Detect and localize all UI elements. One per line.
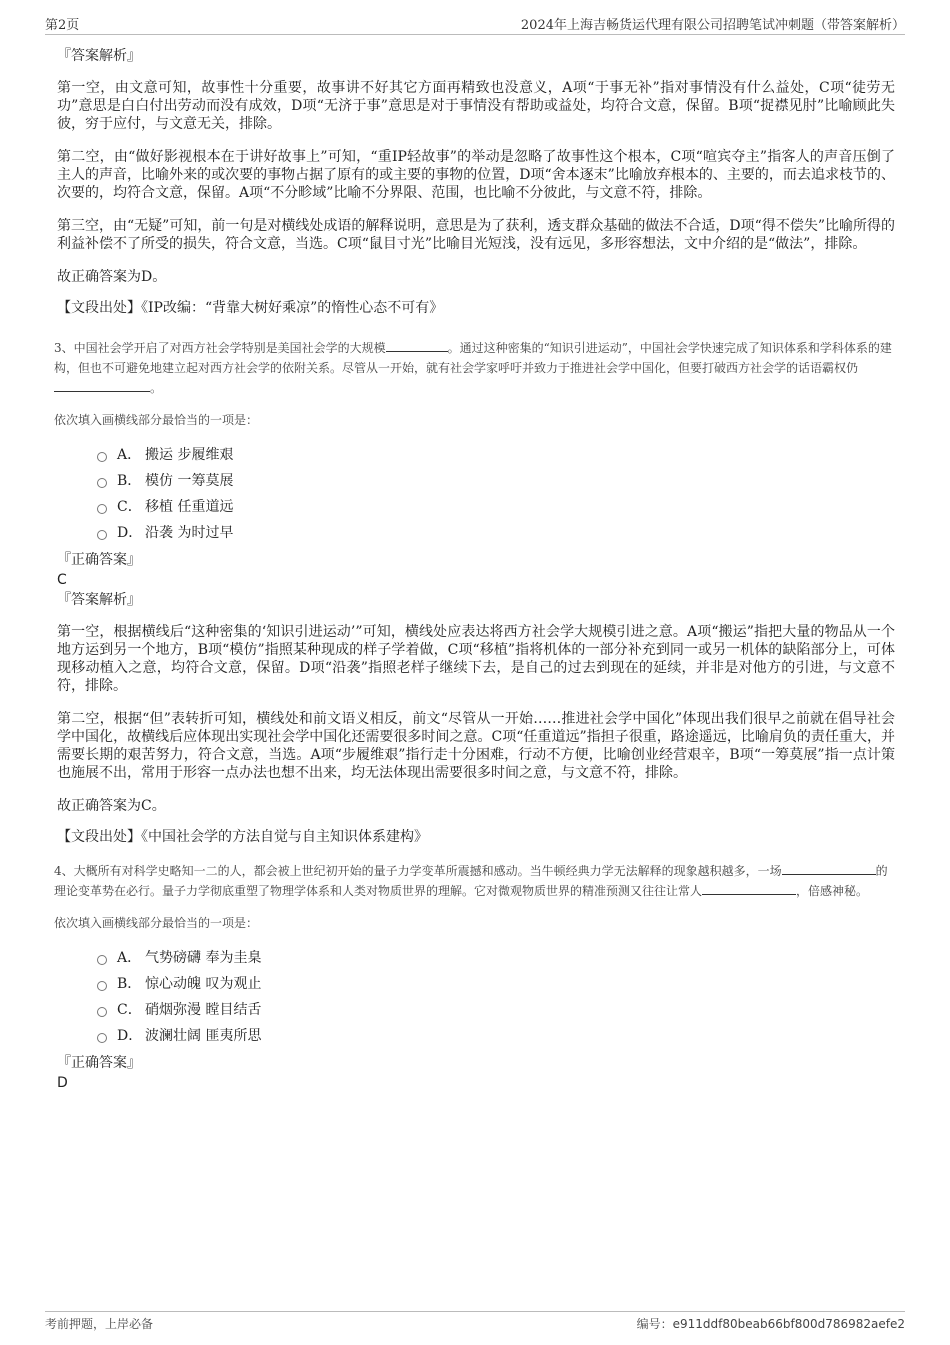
option-c[interactable]: C． 硝烟弥漫 瞠目结舌 [97, 997, 895, 1023]
radio-icon[interactable] [97, 981, 107, 991]
fill-blank [782, 862, 876, 875]
radio-icon[interactable] [97, 504, 107, 514]
page-footer [45, 1311, 905, 1331]
correct-answer-tag: 『正确答案』 [57, 1055, 141, 1071]
option-d[interactable]: D． 波澜壮阔 匪夷所思 [97, 1023, 895, 1049]
fill-blank [702, 882, 796, 895]
footer-slogan: 考前押题，上岸必备 [45, 1317, 154, 1331]
option-a[interactable]: A． 搬运 步履维艰 [97, 442, 895, 468]
radio-icon[interactable] [97, 452, 107, 462]
analysis-paragraph: 第二空，由“做好影视根本在于讲好故事上”可知，“重IP轻故事”的举动是忽略了故事性这个根本，C项“喧宾夺主”指客人的声音压倒了主人的声音，比喻外来的或次要的事物占据了原有的或主要的事物的位置，D项“舍本逐末”比喻放弃根本的、主要的，而去追求枝节的、次要的，均符合文意，保留。A项“不分畛域”比喻不分界限、范围，也比喻不分彼此，与文意不符，排除。 [57, 149, 895, 201]
source-citation: 【文段出处】《中国社会学的方法自觉与自主知识体系建构》 [57, 829, 428, 845]
option-b[interactable]: B． 模仿 一筹莫展 [97, 468, 895, 494]
question-3-stem: 3、中国社会学开启了对西方社会学特别是美国社会学的大规模 。通过这种密集的“知识引进运动”，中国社会学快速完成了知识体系和学科体系的建构，但也不可避免地建立起对西方社会学的依附关系。尽管从一开始，就有社会学家呼吁并致力于推进社会学中国化，但要打破西方社会学的话语霸权仍。 [54, 341, 892, 395]
source-citation: 【文段出处】《IP改编：“背靠大树好乘凉”的惰性心态不可有》 [57, 300, 444, 316]
analysis-tag: 『答案解析』 [57, 48, 141, 64]
answer-conclusion: 故正确答案为C。 [57, 798, 166, 814]
question-3-options [97, 442, 895, 546]
question-4-options [97, 945, 895, 1049]
analysis-tag: 『答案解析』 [57, 592, 141, 608]
document-title: 2024年上海吉畅货运代理有限公司招聘笔试冲刺题（带答案解析） [520, 18, 905, 33]
radio-icon[interactable] [97, 530, 107, 540]
radio-icon[interactable] [97, 1033, 107, 1043]
document-code: 编号：e911ddf80beab66bf800d786982aefe2 [636, 1317, 905, 1331]
analysis-paragraph: 第三空，由“无疑”可知，前一句是对横线处成语的解释说明，意思是为了获利，透支群众基础的做法不合适，D项“得不偿失”比喻所得的利益补偿不了所受的损失，符合文意，当选。C项“鼠目寸光”比喻目光短浅，没有远见，多形容想法，文中介绍的是“做法”，排除。 [57, 218, 895, 252]
answer-conclusion: 故正确答案为D。 [57, 269, 167, 285]
analysis-paragraph: 第一空，根据横线后“这种密集的‘知识引进运动’”可知，横线处应表达将西方社会学大规模引进之意。A项“搬运”指把大量的物品从一个地方运到另一个地方，B项“模仿”指照某种现成的样子学着做，C项“移植”指将机体的一部分补充到同一或另一机体的缺陷部分上，可体现移动植入之意，均符合文意，保留。D项“沿袭”指照老样子继续下去，是自己的过去到现在的延续，并非是对他方的引进，与文意不符，排除。 [57, 624, 895, 694]
question-prompt: 依次填入画横线部分最恰当的一项是： [54, 916, 259, 930]
question-4-stem: 4、大概所有对科学史略知一二的人，都会被上世纪初开始的量子力学变革所震撼和感动。当牛顿经典力学无法解释的现象越积越多，一场 的理论变革势在必行。量子力学彻底重塑了物理学体系和人类对物质世界的理解。它对微观物质世界的精准预测又往往让常人 ，倍感神秘。 [54, 864, 888, 898]
radio-icon[interactable] [97, 1007, 107, 1017]
correct-answer: D [57, 1075, 68, 1091]
radio-icon[interactable] [97, 955, 107, 965]
correct-answer-tag: 『正确答案』 [57, 552, 141, 568]
correct-answer: C [57, 572, 67, 588]
page-number: 第2页 [45, 18, 80, 33]
page-content [54, 46, 895, 1093]
analysis-paragraph: 第二空，根据“但”表转折可知，横线处和前文语义相反，前文“尽管从一开始……推进社会学中国化”体现出我们很早之前就在倡导社会学中国化，故横线后应体现出实现社会学中国化还需要很多时间之意。C项“任重道远”指担子很重，路途遥远，比喻肩负的责任重大，并需要长期的艰苦努力，符合文意，当选。A项“步履维艰”指行走十分困难，行动不方便，比喻创业经营艰辛，B项“一筹莫展”指一点计策也施展不出，常用于形容一点办法也想不出来，均无法体现出需要很多时间之意，与文意不符，排除。 [57, 711, 895, 781]
option-c[interactable]: C． 移植 任重道远 [97, 494, 895, 520]
question-prompt: 依次填入画横线部分最恰当的一项是： [54, 413, 259, 427]
page-header [45, 14, 905, 35]
fill-blank [54, 379, 150, 392]
option-b[interactable]: B． 惊心动魄 叹为观止 [97, 971, 895, 997]
radio-icon[interactable] [97, 478, 107, 488]
fill-blank [386, 339, 448, 352]
analysis-paragraph: 第一空，由文意可知，故事性十分重要，故事讲不好其它方面再精致也没意义，A项“于事无补”指对事情没有什么益处，C项“徒劳无功”意思是白白付出劳动而没有成效，D项“无济于事”意思是对于事情没有帮助或益处，均符合文意，保留。B项“捉襟见肘”比喻顾此失彼，穷于应付，与文意无关，排除。 [57, 80, 895, 132]
option-a[interactable]: A． 气势磅礴 奉为圭臬 [97, 945, 895, 971]
option-d[interactable]: D． 沿袭 为时过早 [97, 520, 895, 546]
